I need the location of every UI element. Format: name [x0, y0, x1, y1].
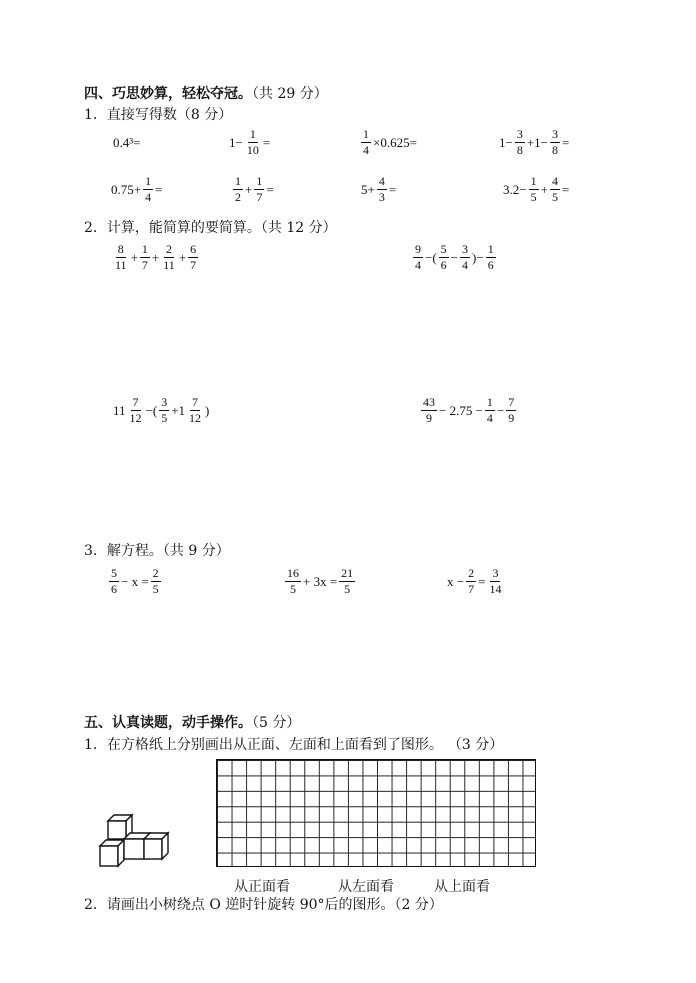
fraction-denominator: 4	[415, 258, 421, 272]
fraction	[140, 243, 150, 272]
fraction-numerator: 4	[551, 174, 558, 188]
expr-text: 0.4³=	[113, 135, 141, 150]
expr-text: +	[130, 249, 138, 265]
fraction	[361, 128, 371, 157]
fraction-numerator: 4	[378, 174, 385, 188]
fraction-numerator: 1	[235, 174, 241, 188]
fraction-denominator: 9	[508, 411, 515, 425]
fraction	[413, 243, 423, 272]
fraction-denominator: 5	[551, 190, 558, 204]
expr-text: − 2.75 −	[439, 402, 483, 418]
fraction	[515, 128, 525, 157]
expr-text: ×0.625=	[373, 134, 417, 150]
section4-title	[84, 86, 328, 102]
fraction	[113, 243, 129, 272]
fraction-denominator: 5	[152, 582, 159, 596]
s5-q2-label: 2．请画出小树绕点 O 逆时针旋转 90°后的图形。（2 分）	[84, 897, 443, 913]
fraction-denominator: 5	[344, 582, 351, 596]
fraction-numerator: 3	[552, 127, 559, 141]
fraction-numerator: 5	[111, 566, 117, 580]
expr-text: )	[205, 402, 210, 418]
fraction-denominator: 8	[516, 143, 523, 157]
fraction-numerator: 21	[341, 566, 354, 580]
q1-item	[498, 128, 570, 157]
section5-score: （5 分）	[252, 715, 301, 731]
q1-item	[110, 175, 163, 204]
fraction	[439, 243, 449, 272]
fraction-denominator: 4	[363, 143, 369, 157]
expr-text: =	[562, 134, 570, 150]
q3-item	[108, 567, 162, 596]
fraction-numerator: 8	[117, 242, 124, 256]
section5-title-text: 五、认真读题，动手操作。	[84, 715, 252, 731]
fraction-numerator: 3	[492, 566, 499, 580]
expr-text: =	[155, 181, 163, 197]
fraction-denominator: 12	[189, 411, 202, 425]
caption-front-view: 从正面看	[234, 879, 290, 895]
fraction	[377, 175, 387, 204]
fraction	[151, 567, 161, 596]
q3-item	[284, 567, 356, 596]
fraction	[233, 175, 243, 204]
fraction	[339, 567, 355, 596]
s5-q1-label	[84, 737, 503, 753]
fraction-numerator: 1	[256, 174, 263, 188]
fraction-numerator: 1	[141, 242, 148, 256]
fraction-numerator: 1	[249, 127, 256, 141]
section4-title-text: 四、巧思妙算，轻松夺冠。	[84, 86, 252, 102]
expr-text: =	[478, 573, 486, 589]
expr-text: −(	[425, 249, 437, 265]
expr-text: −	[496, 402, 505, 418]
expr-text: +	[178, 249, 187, 265]
fraction	[460, 243, 470, 272]
expr-text: =	[266, 181, 274, 197]
fraction-denominator: 4	[486, 411, 493, 425]
q2-item	[112, 243, 199, 272]
expr-text: +1	[171, 402, 186, 418]
fraction-numerator: 1	[530, 174, 537, 188]
fraction	[161, 243, 177, 272]
cube-figure	[96, 808, 186, 874]
expr-text: x −	[447, 573, 465, 589]
fraction-numerator: 7	[192, 395, 199, 409]
fraction-denominator: 7	[190, 258, 197, 272]
q1-item	[112, 135, 141, 151]
q1-item	[228, 128, 271, 157]
q3-label: 3．解方程。（共 9 分）	[84, 543, 230, 559]
fraction	[486, 243, 496, 272]
fraction	[188, 243, 198, 272]
expr-text: =	[561, 181, 570, 197]
fraction-denominator: 10	[246, 143, 259, 157]
q1-item	[502, 175, 570, 204]
fraction-numerator: 43	[423, 395, 435, 409]
q2-item	[112, 396, 210, 425]
fraction	[487, 567, 503, 596]
fraction-denominator: 11	[115, 258, 127, 272]
expr-text: =	[388, 181, 397, 197]
q2-item	[420, 396, 517, 425]
fraction-denominator: 5	[530, 190, 537, 204]
expr-text: =	[262, 134, 271, 150]
expr-text: 5+	[361, 181, 375, 197]
fraction-denominator: 4	[145, 190, 152, 204]
expr-text: )−	[472, 249, 484, 265]
fraction	[550, 128, 560, 157]
s5-q1-points: （3 分）	[454, 737, 504, 753]
fraction-numerator: 7	[132, 395, 139, 409]
q1-item	[360, 128, 418, 157]
fraction-numerator: 1	[145, 174, 152, 188]
fraction-denominator: 7	[256, 190, 263, 204]
fraction-denominator: 7	[141, 258, 148, 272]
fraction-numerator: 3	[516, 127, 523, 141]
expr-text: 0.75+	[111, 181, 142, 197]
fraction-numerator: 1	[487, 242, 494, 256]
fraction	[506, 396, 516, 425]
expr-text: − x =	[121, 573, 149, 589]
fraction-numerator: 2	[166, 242, 173, 256]
fraction-numerator: 1	[486, 395, 493, 409]
fraction-numerator: 2	[468, 566, 475, 580]
fraction-numerator: 6	[190, 242, 197, 256]
fraction-denominator: 5	[290, 582, 296, 596]
expr-text: +	[245, 181, 253, 197]
fraction	[245, 128, 261, 157]
fraction-numerator: 2	[152, 566, 159, 580]
fraction-numerator: 7	[508, 395, 515, 409]
expr-text: 3.2−	[503, 181, 527, 197]
expr-text: +	[151, 249, 160, 265]
fraction	[143, 175, 153, 204]
fraction-denominator: 4	[462, 258, 469, 272]
fraction	[485, 396, 495, 425]
fraction	[109, 567, 119, 596]
fraction-numerator: 16	[287, 566, 299, 580]
fraction	[529, 175, 539, 204]
s5-q1-text: 1．在方格纸上分别画出从正面、左面和上面看到了图形。	[84, 737, 443, 753]
section4-score: （共 29 分）	[252, 86, 328, 102]
expr-text: +1−	[526, 134, 549, 150]
fraction-denominator: 6	[440, 258, 447, 272]
expr-text: 1−	[229, 134, 243, 150]
fraction-denominator: 5	[161, 411, 168, 425]
fraction	[550, 175, 560, 204]
q1-label: 1．直接写得数（8 分）	[84, 107, 233, 123]
grid-paper[interactable]	[216, 759, 536, 867]
fraction-numerator: 1	[363, 127, 369, 141]
fraction-denominator: 7	[468, 582, 475, 596]
fraction-numerator: 3	[161, 395, 168, 409]
q3-item	[446, 567, 504, 596]
fraction-numerator: 9	[415, 242, 421, 256]
fraction-numerator: 5	[440, 242, 447, 256]
fraction	[466, 567, 476, 596]
fraction	[187, 396, 203, 425]
fraction-denominator: 3	[378, 190, 385, 204]
fraction-denominator: 8	[552, 143, 559, 157]
q1-item	[232, 175, 275, 204]
expr-text: 1−	[499, 134, 513, 150]
section5-title	[84, 715, 300, 731]
fraction	[285, 567, 301, 596]
expr-text: +	[540, 181, 548, 197]
fraction	[421, 396, 437, 425]
fraction-denominator: 11	[163, 258, 175, 272]
fraction-numerator: 3	[462, 242, 469, 256]
fraction-denominator: 6	[111, 582, 117, 596]
q2-label: 2．计算，能简算的要简算。（共 12 分）	[84, 220, 337, 236]
expr-text: 11	[113, 402, 126, 418]
fraction-denominator: 12	[129, 411, 142, 425]
caption-top-view: 从上面看	[434, 879, 490, 895]
expr-text: + 3x =	[303, 573, 338, 589]
q1-item	[360, 175, 397, 204]
q2-item	[412, 243, 497, 272]
fraction	[128, 396, 144, 425]
fraction-denominator: 14	[489, 582, 502, 596]
fraction-denominator: 2	[235, 190, 241, 204]
expr-text: −	[450, 249, 459, 265]
fraction-denominator: 6	[487, 258, 494, 272]
caption-left-view: 从左面看	[338, 879, 394, 895]
fraction-denominator: 9	[426, 411, 432, 425]
fraction	[254, 175, 264, 204]
expr-text: −(	[145, 402, 158, 418]
fraction	[159, 396, 169, 425]
